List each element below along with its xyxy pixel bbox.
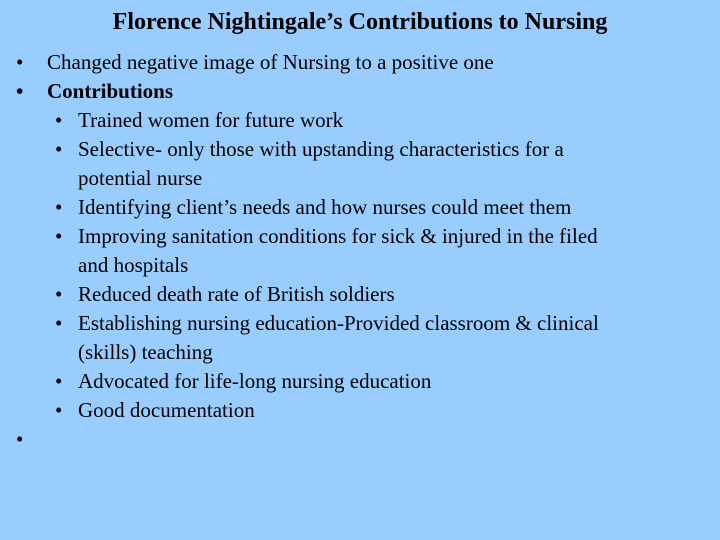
bullet-marker: • <box>55 282 63 306</box>
bullet-text: Contributions <box>47 79 174 103</box>
bullet-list <box>0 48 720 454</box>
bullet-item <box>0 48 720 77</box>
bullet-text: Advocated for life-long nursing education <box>78 369 432 393</box>
bullet-text: potential nurse <box>78 166 203 190</box>
slide-title: Florence Nightingale’s Contributions to Nursing <box>112 9 608 35</box>
bullet-text: Trained women for future work <box>78 108 344 132</box>
bullet-item <box>0 77 720 106</box>
bullet-item <box>0 425 720 454</box>
bullet-marker: • <box>16 79 24 103</box>
bullet-marker: • <box>55 108 63 132</box>
sub-bullet-item <box>0 396 720 425</box>
bullet-text: and hospitals <box>78 253 189 277</box>
sub-bullet-item <box>0 135 720 193</box>
sub-bullet-item <box>0 106 720 135</box>
bullet-text: Identifying client’s needs and how nurses could meet them <box>78 195 572 219</box>
bullet-text: Good documentation <box>78 398 255 422</box>
bullet-marker: • <box>16 427 24 451</box>
bullet-text: Selective- only those with upstanding characteristics for a <box>78 137 564 161</box>
bullet-text: Improving sanitation conditions for sick & injured in the filed <box>78 224 598 248</box>
bullet-marker: • <box>55 224 63 248</box>
bullet-marker: • <box>55 398 63 422</box>
bullet-text: Changed negative image of Nursing to a positive one <box>47 50 494 74</box>
bullet-marker: • <box>16 50 24 74</box>
bullet-text: (skills) teaching <box>78 340 213 364</box>
sub-bullet-item <box>0 309 720 367</box>
bullet-marker: • <box>55 195 63 219</box>
bullet-marker: • <box>55 369 63 393</box>
bullet-text: Establishing nursing education-Provided classroom & clinical <box>78 311 599 335</box>
bullet-text <box>47 425 720 454</box>
sub-bullet-item <box>0 222 720 280</box>
bullet-text: Reduced death rate of British soldiers <box>78 282 395 306</box>
sub-bullet-item <box>0 280 720 309</box>
sub-bullet-item <box>0 367 720 396</box>
bullet-marker: • <box>55 137 63 161</box>
bullet-marker: • <box>55 311 63 335</box>
sub-bullet-item <box>0 193 720 222</box>
